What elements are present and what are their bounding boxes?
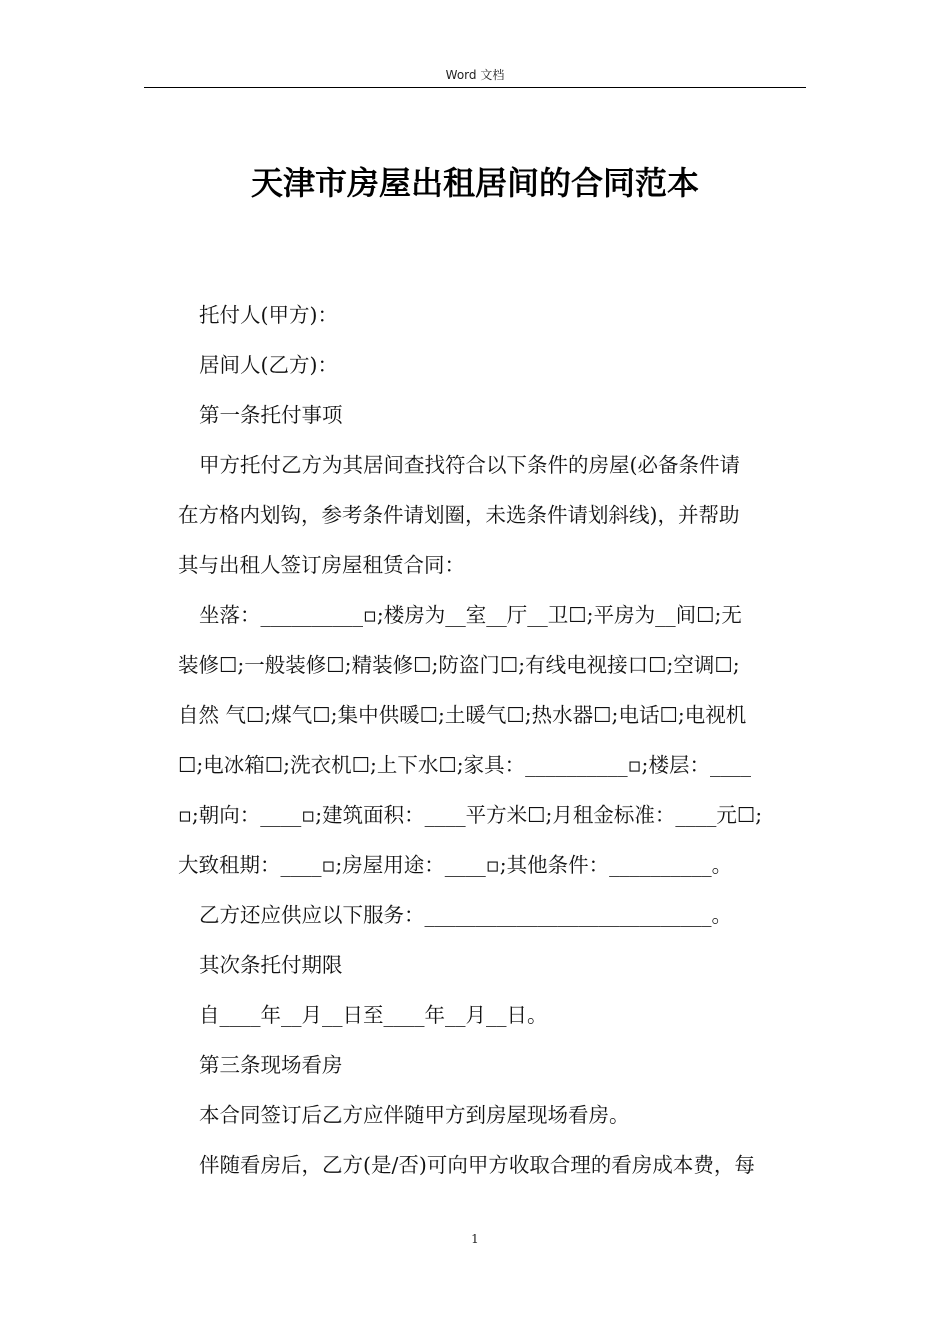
page-number: 1 [471,1232,479,1246]
body-line: 托付人(甲方)： [199,303,338,327]
body-line: 第一条托付事项 [199,403,343,427]
header-divider [144,87,806,88]
body-line: 自____年__月__日至____年__月__日。 [199,1003,548,1027]
body-line: 伴随看房后，乙方(是/否)可向甲方收取合理的看房成本费，每 [199,1153,755,1177]
body-line: 大致租期：____▫;房屋用途：____▫;其他条件：__________。 [178,853,733,877]
body-line: ☐;电冰箱☐;洗衣机☐;上下水☐;家具：__________▫;楼层：____ [178,753,751,777]
body-line: 自然 气☐;煤气☐;集中供暖☐;土暖气☐;热水器☐;电话☐;电视机 [178,703,747,727]
body-line: 居间人(乙方)： [199,353,338,377]
body-line: 在方格内划钩，参考条件请划圈，未选条件请划斜线)，并帮助 [178,503,740,527]
body-line: 其次条托付期限 [199,953,343,977]
document-body [178,290,808,1190]
page-header: Word 文档 [445,68,505,82]
body-line: 第三条现场看房 [199,1053,343,1077]
document-title: 天津市房屋出租居间的合同范本 [250,164,699,202]
body-line: ▫;朝向：____▫;建筑面积：____平方米☐;月租金标准：____元☐; [178,803,763,827]
body-line: 坐落：__________▫;楼房为__室__厅__卫☐;平房为__间☐;无 [199,603,742,627]
body-line: 甲方托付乙方为其居间查找符合以下条件的房屋(必备条件请 [199,453,740,477]
body-line: 其与出租人签订房屋租赁合同： [178,553,465,577]
body-line: 乙方还应供应以下服务：____________________________。 [199,903,732,927]
body-line: 本合同签订后乙方应伴随甲方到房屋现场看房。 [199,1103,630,1127]
body-line: 装修☐;一般装修☐;精装修☐;防盗门☐;有线电视接口☐;空调☐; [178,653,740,677]
